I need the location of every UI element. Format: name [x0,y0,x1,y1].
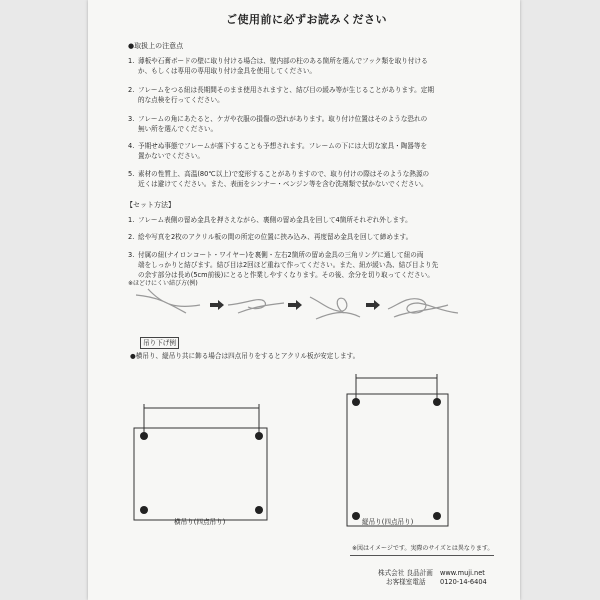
knot-stage-3 [310,297,360,319]
precaution-4-line-2: 置かないでください。 [138,152,204,160]
knot-caption: ※ほどけにくい結び方(例) [128,280,198,287]
knot-stage-2 [228,300,284,313]
landscape-pin-tl [140,432,148,440]
precaution-2-line-2: 的な点検を行ってください。 [138,96,224,104]
hanging-example-label: 吊り下げ例 [140,337,179,349]
arrow-icon-3 [366,300,380,310]
phone-label: お客様室電話 [386,578,426,586]
arrow-icon-2 [288,300,302,310]
landscape-frame [134,428,267,520]
portrait-pin-tl [352,398,360,406]
company-name: 株式会社 良品計画 [378,569,433,577]
precaution-3-line-1: フレームの角にあたると、ケガや衣服の損傷の恐れがあります。取り付け位置はそのような恐れの [138,115,428,123]
precaution-3-line-2: 無い所を選んでください。 [138,125,218,133]
setup-3-line-3: の余す部分は長め(5cm前後)にとると作業しやすくなります。その後、余分を切り取ってください。 [138,271,434,279]
hanging-diagrams [88,368,520,528]
hanging-note: ●横吊り、縦吊り共に飾る場合は四点吊りをするとアクリル板が安定します。 [130,352,360,360]
setup-3-line-2: 端をしっかりと結びます。結び目は2回ほど重ねて作ってください。また、紐が緩い為、結び目より先 [138,261,439,269]
landscape-pin-tr [255,432,263,440]
portrait-pin-tr [433,398,441,406]
precautions-heading: ●取扱上の注意点 [128,42,184,50]
precaution-2-line-1: フレームをつる紐は長期間そのまま使用されますと、結び目の緩み等が生じることがあります。定期 [138,86,434,94]
precaution-5-line-2: 近くは避けてください。また、表面をシンナー・ベンジン等を含む洗剤類で拭かないでください。 [138,180,428,188]
landscape-pin-br [255,506,263,514]
portrait-frame [347,394,448,526]
portrait-pin-bl [352,512,360,520]
precaution-4-line-1: 予期せぬ事態でフレームが落下することも予想されます。フレームの下には大切な家具・陶器等を [138,142,428,150]
knot-stage-1 [136,289,200,313]
page-title: ご使用前に必ずお読みください [226,13,387,26]
portrait-caption: 縦吊り(四点吊り) [362,518,414,526]
precaution-5-line-1: 素材の性質上、高温(80℃以上)で変形することがありますので、取り付けの際はそのような熱源の [138,170,430,178]
instruction-sheet: ご使用前に必ずお読みください ●取扱上の注意点 1. 薄板や石膏ボードの壁に取り付ける場合は、壁内部の柱のある箇所を選んでフック類を取り付ける か、もしくは専用の専用取り付け金具を使用してください。 2. フレームをつる紐は長期間そのまま使用されますと、結び目の緩み等が生じることがあります。定期 的な点検を行ってください。 3. フレームの角にあたると、ケガや衣服の損傷の恐れがあります。取り付け位置はそのような恐れの 無い所を選んでください。 4. 予期せぬ事態でフレームが落下することも予想されます。フレームの下には大切な家具・陶器等を 置かないでください。 5. 素材の性質上、高温(80℃以上)で変形することがありますので、取り付けの際はそのような熱源の 近くは避けてください。また、表面をシンナー・ベンジン等を含む洗剤類で拭かないでください。 【セット方法】 1. フレーム表側の留め金具を押さえながら、裏側の留め金具を回して4箇所それぞれ外します。 2. 絵や写真を2枚のアクリル板の間の所定の位置に挟み込み、再度留め金具を回して締めます。 3. 付属の紐(ナイロンコート・ワイヤー)を裏側・左右2箇所の留め金具の三角リングに通して紐の両 端をしっかりと結びます。結び目は2回ほど重ねて作ってください。また、紐が緩い為、結び目より先 の余す部分は長め(5cm前後)にとると作業しやすくなります。その後、余分を切り取ってください。 ※ほどけにくい結び方(例) 吊り下げ例 ●横吊り、縦吊り共に飾る場合は四点吊りをするとアクリル板が安定します。 横吊り(四点吊り) 縦吊り(四点吊り) ※図はイメージです。実際のサイズとは異なります。 株式会社 良品計画 www.muji.net お客様室電話 0120-14-6404 [88,0,520,600]
arrow-icon-1 [210,300,224,310]
setup-2-line-1: 絵や写真を2枚のアクリル板の間の所定の位置に挟み込み、再度留め金具を回して締めます。 [138,233,413,241]
knot-stage-4 [388,299,458,317]
precaution-1-line-2: か、もしくは専用の専用取り付け金具を使用してください。 [138,67,317,75]
setup-heading: 【セット方法】 [126,201,175,209]
landscape-pin-bl [140,506,148,514]
precaution-1-line-1: 薄板や石膏ボードの壁に取り付ける場合は、壁内部の柱のある箇所を選んでフック類を取り付ける [138,57,428,65]
phone-number: 0120-14-6404 [440,578,487,586]
divider-line [350,555,494,556]
setup-3-line-1: 付属の紐(ナイロンコート・ワイヤー)を裏側・左右2箇所の留め金具の三角リングに通して紐の両 [138,251,424,259]
company-url: www.muji.net [440,569,485,577]
disclaimer: ※図はイメージです。実際のサイズとは異なります。 [352,545,494,552]
setup-1-line-1: フレーム表側の留め金具を押さえながら、裏側の留め金具を回して4箇所それぞれ外します。 [138,216,412,224]
landscape-caption: 横吊り(四点吊り) [174,518,226,526]
knot-illustration [88,283,520,343]
portrait-pin-br [433,512,441,520]
